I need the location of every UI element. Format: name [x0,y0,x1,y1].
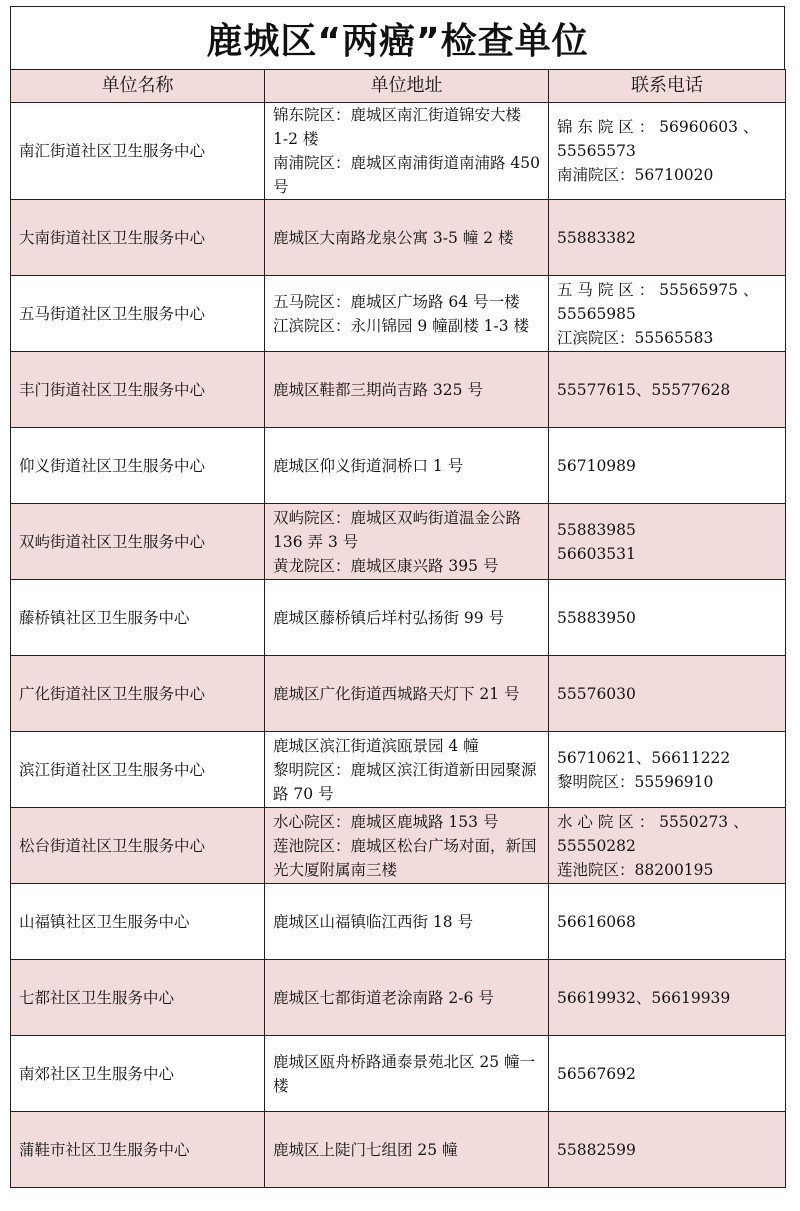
phone-cell [549,808,786,884]
phone-cell [549,656,786,732]
table-row [11,884,786,960]
unit-address-cell [265,808,549,884]
unit-name-cell: 广化街道社区卫生服务中心 [11,656,265,732]
unit-address-cell [265,504,549,580]
phone-cell [549,884,786,960]
table-row [11,352,786,428]
table-row [11,103,786,200]
address-line: 鹿城区滨江街道滨瓯景园 4 幢 [273,736,479,755]
unit-address-cell [265,732,549,808]
phone-line: 莲池院区：88200195 [557,860,714,879]
table-row [11,428,786,504]
phone-cell [549,200,786,276]
table-row [11,504,786,580]
address-line: 鹿城区上陡门七组团 25 幢 [273,1140,458,1159]
unit-address-cell [265,960,549,1036]
unit-name-cell: 大南街道社区卫生服务中心 [11,200,265,276]
header-unit-name: 单位名称 [11,70,265,103]
table-row [11,200,786,276]
phone-line: 56619932、56619939 [557,988,731,1007]
units-table [10,69,786,1188]
address-line: 鹿城区仰义街道洞桥口 1 号 [273,456,464,475]
phone-line: 水 心 院 区 ： 5550273 、55550282 [557,812,749,855]
unit-address-cell [265,1036,549,1112]
table-row [11,1112,786,1188]
phone-line: 55883382 [557,228,636,247]
unit-address-cell [265,276,549,352]
table-row [11,1036,786,1112]
address-line: 锦东院区：鹿城区南汇街道锦安大楼 1-2 楼 [273,106,522,148]
address-line: 鹿城区大南路龙泉公寓 3-5 幢 2 楼 [273,228,514,247]
address-line: 鹿城区瓯舟桥路通泰景苑北区 25 幢一楼 [273,1052,536,1095]
page-title: 鹿城区“两癌”检查单位 [10,6,785,69]
address-line: 鹿城区山福镇临江西街 18 号 [273,912,474,931]
address-line: 鹿城区藤桥镇后垟村弘扬街 99 号 [273,608,505,627]
table-row [11,808,786,884]
unit-name-cell: 藤桥镇社区卫生服务中心 [11,580,265,656]
address-line: 水心院区：鹿城区鹿城路 153 号 [273,812,499,831]
unit-address-cell [265,428,549,504]
unit-address-cell [265,884,549,960]
phone-line: 56567692 [557,1064,636,1083]
phone-line: 56710621、56611222 [557,748,731,767]
unit-name-cell: 南汇街道社区卫生服务中心 [11,103,265,200]
unit-address-cell [265,656,549,732]
phone-line: 56603531 [557,544,636,563]
table-row [11,960,786,1036]
phone-cell [549,352,786,428]
table-header-row [11,70,786,103]
unit-address-cell [265,352,549,428]
table-row [11,732,786,808]
phone-cell [549,504,786,580]
unit-name-cell: 仰义街道社区卫生服务中心 [11,428,265,504]
phone-cell [549,428,786,504]
unit-name-cell: 双屿街道社区卫生服务中心 [11,504,265,580]
unit-name-cell: 滨江街道社区卫生服务中心 [11,732,265,808]
address-line: 双屿院区：鹿城区双屿街道温金公路 136 弄 3 号 [273,508,522,551]
address-line: 五马院区：鹿城区广场路 64 号一楼 [273,292,520,311]
phone-cell [549,732,786,808]
address-line: 鹿城区七都街道老涂南路 2-6 号 [273,988,494,1007]
address-line: 鹿城区广化街道西城路天灯下 21 号 [273,684,520,703]
phone-cell [549,103,786,200]
phone-line: 江滨院区：55565583 [557,328,714,347]
unit-address-cell [265,200,549,276]
phone-cell [549,1036,786,1112]
address-line: 江滨院区：永川锦园 9 幢副楼 1-3 楼 [273,316,530,335]
phone-line: 55883950 [557,608,636,627]
address-line: 南浦院区：鹿城区南浦街道南浦路 450 号 [273,154,541,196]
phone-cell [549,1112,786,1188]
phone-cell [549,580,786,656]
header-unit-address: 单位地址 [265,70,549,103]
unit-name-cell: 松台街道社区卫生服务中心 [11,808,265,884]
phone-line: 五 马 院 区 ： 55565975 、55565985 [557,280,759,323]
phone-cell [549,276,786,352]
phone-line: 55882599 [557,1140,636,1159]
unit-name-cell: 南郊社区卫生服务中心 [11,1036,265,1112]
unit-name-cell: 五马街道社区卫生服务中心 [11,276,265,352]
unit-name-cell: 蒲鞋市社区卫生服务中心 [11,1112,265,1188]
document-sheet [10,6,785,1188]
phone-line: 55577615、55577628 [557,380,731,399]
phone-line: 56710989 [557,456,636,475]
address-line: 莲池院区：鹿城区松台广场对面，新国光大厦附属南三楼 [273,836,537,879]
unit-name-cell: 丰门街道社区卫生服务中心 [11,352,265,428]
address-line: 黎明院区：鹿城区滨江街道新田园聚源路 70 号 [273,760,537,803]
phone-line: 南浦院区：56710020 [557,166,714,184]
table-row [11,656,786,732]
phone-line: 锦 东 院 区 ： 56960603 、55565573 [557,118,759,160]
phone-line: 56616068 [557,912,636,931]
phone-line: 黎明院区：55596910 [557,772,714,791]
table-row [11,276,786,352]
unit-name-cell: 山福镇社区卫生服务中心 [11,884,265,960]
unit-name-cell: 七都社区卫生服务中心 [11,960,265,1036]
header-phone: 联系电话 [549,70,786,103]
unit-address-cell [265,103,549,200]
phone-cell [549,960,786,1036]
unit-address-cell [265,580,549,656]
address-line: 黄龙院区：鹿城区康兴路 395 号 [273,556,499,575]
phone-line: 55883985 [557,520,636,539]
unit-address-cell [265,1112,549,1188]
table-row [11,580,786,656]
address-line: 鹿城区鞋都三期尚吉路 325 号 [273,380,483,399]
phone-line: 55576030 [557,684,636,703]
